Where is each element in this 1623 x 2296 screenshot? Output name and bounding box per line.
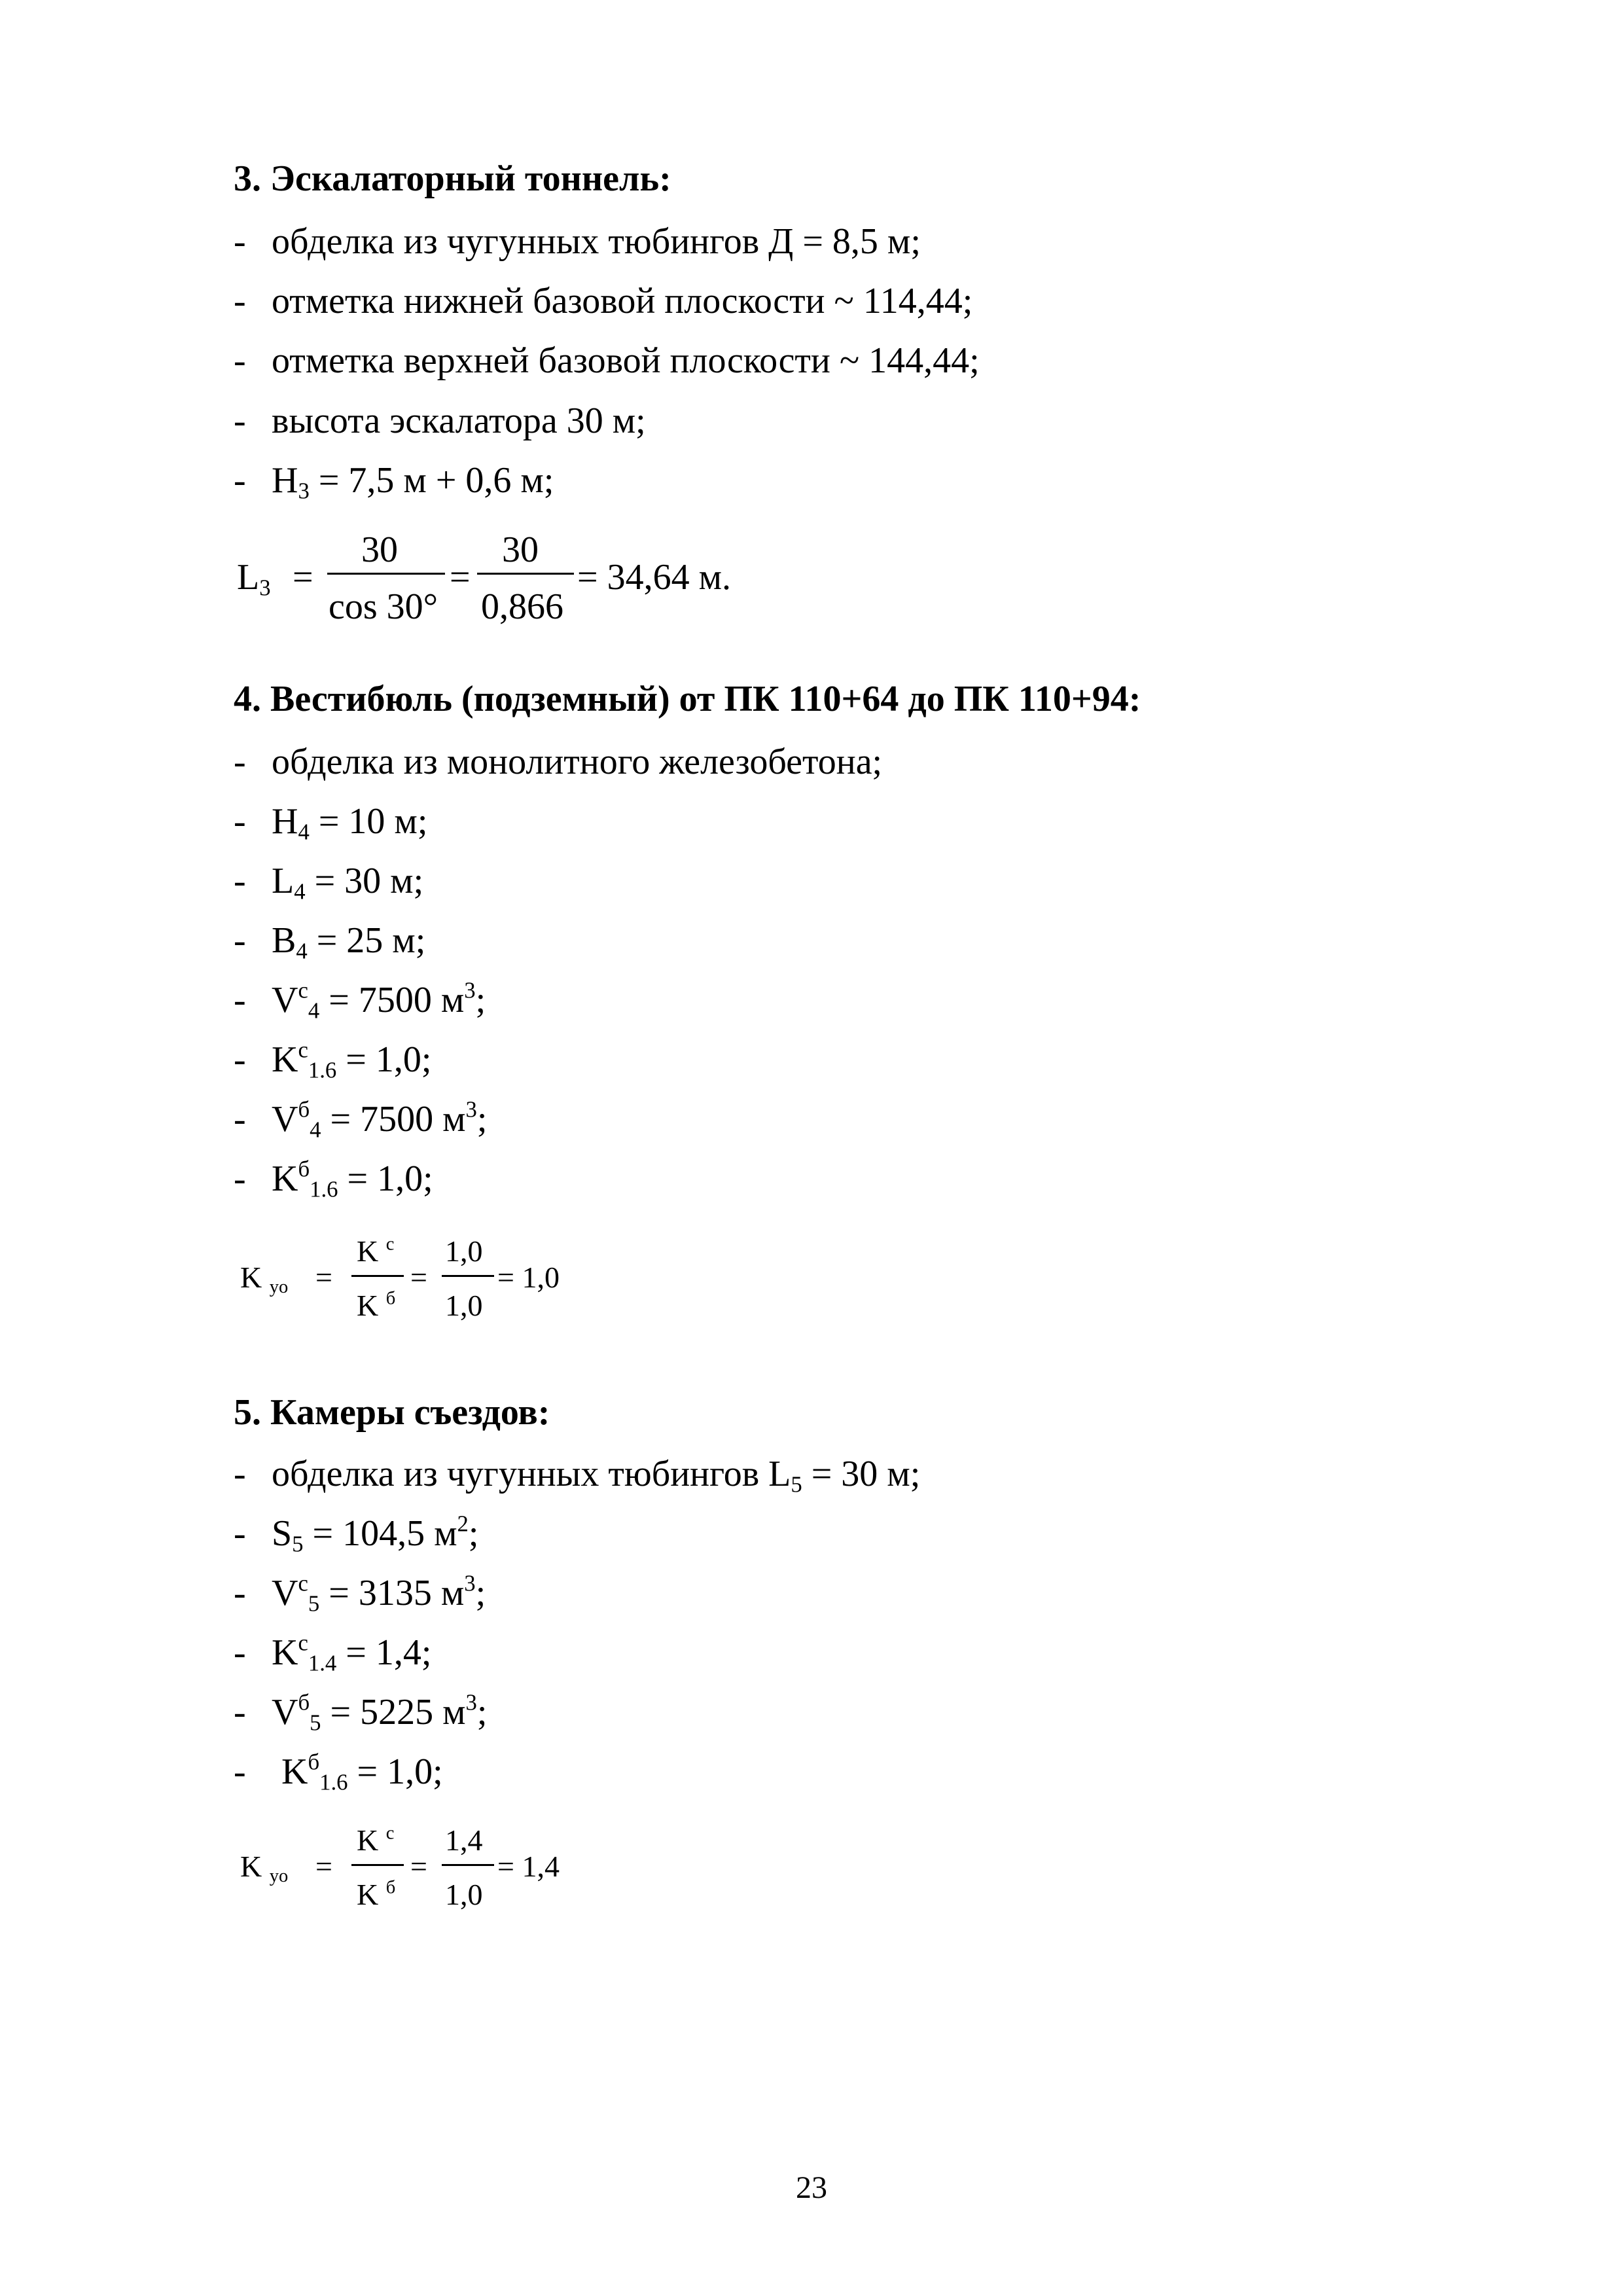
list-item	[0, 1689, 1623, 1736]
fraction-bar	[477, 573, 574, 575]
list-dash: -	[234, 920, 246, 961]
equals-sign: =	[450, 557, 471, 598]
list-item	[0, 1570, 1623, 1617]
list-item	[0, 1453, 1623, 1498]
fraction-denominator: 0,866	[481, 586, 563, 627]
section-3-heading: 3. Эскалаторный тоннель:	[234, 158, 671, 199]
equals-sign: =	[293, 557, 313, 598]
list-item-text: $K^c_{1.4} = 1,4$;	[272, 1630, 432, 1676]
list-dash: -	[234, 1513, 246, 1554]
equals-sign: =	[410, 1850, 427, 1883]
formula-lhs: $L_3$	[237, 557, 271, 601]
list-item-text: $B_4 = 25$ м;	[272, 920, 426, 964]
list-item-text: $V^б_4 = 7500$ $м^3$;	[272, 1096, 488, 1143]
list-dash: -	[234, 1632, 246, 1673]
fraction-bar	[442, 1275, 494, 1277]
list-item	[0, 1156, 1623, 1202]
formula-kyo-4	[234, 1230, 692, 1322]
list-dash: -	[234, 861, 246, 901]
list-item-text: $V^c_4 = 7500$ $м^3$;	[272, 977, 486, 1024]
fraction-numerator: 30	[502, 529, 539, 570]
list-dash: -	[234, 1692, 246, 1732]
list-dash: -	[234, 340, 246, 381]
formula-result: = 1,0	[497, 1261, 560, 1294]
list-item	[0, 459, 1623, 504]
list-item-text: $H_4 = 10$ м;	[272, 801, 428, 845]
list-item-text: отметка нижней базовой плоскости ~ 114,44;	[272, 281, 973, 321]
formula-result: = 1,4	[497, 1850, 560, 1883]
equals-sign: =	[315, 1850, 332, 1883]
list-item	[0, 920, 1623, 964]
fraction-bar	[442, 1864, 494, 1866]
fraction-denominator: K $^б$	[357, 1288, 396, 1322]
list-item	[0, 400, 1623, 439]
formula-lhs: K $_{yo}$	[240, 1850, 289, 1886]
list-item	[0, 1096, 1623, 1143]
fraction-denominator: 1,0	[445, 1878, 483, 1911]
equals-sign: =	[410, 1261, 427, 1294]
formula-l3	[234, 524, 823, 627]
list-dash: -	[234, 1751, 246, 1792]
list-item-text: обделка из монолитного железобетона;	[272, 742, 883, 782]
list-item-text: $K^c_{1.6} = 1,0$;	[272, 1037, 432, 1083]
list-dash: -	[234, 1099, 246, 1139]
list-dash: -	[234, 1454, 246, 1494]
list-dash: -	[234, 221, 246, 262]
formula-result: = 34,64 м.	[577, 557, 732, 598]
list-item	[0, 800, 1623, 845]
list-dash: -	[234, 742, 246, 782]
list-item-text: обделка из чугунных тюбингов $L_5 = 30$ м;	[272, 1454, 921, 1498]
list-item	[0, 221, 1623, 260]
list-item-text: $K^б_{1.6} = 1,0$;	[281, 1749, 443, 1795]
list-dash: -	[234, 281, 246, 321]
fraction-bar	[351, 1275, 404, 1277]
list-item	[0, 340, 1623, 379]
list-dash: -	[234, 460, 246, 501]
list-item-text: отметка верхней базовой плоскости ~ 144,44;	[272, 340, 980, 381]
list-dash: -	[234, 1039, 246, 1080]
section-4-heading: 4. Вестибюль (подземный) от ПК 110+64 до ПК 110+94:	[234, 679, 1141, 719]
fraction-numerator: 1,4	[445, 1823, 483, 1857]
list-item-text: высота эскалатора 30 м;	[272, 401, 646, 441]
formula-lhs: K $_{yo}$	[240, 1261, 289, 1297]
list-item-text: $H_3 = 7,5$ м + 0,6 м;	[272, 460, 554, 504]
fraction-denominator: 1,0	[445, 1289, 483, 1322]
list-item-text: $V^c_5 = 3135$ $м^3$;	[272, 1570, 486, 1617]
list-dash: -	[234, 1573, 246, 1613]
formula-kyo-5	[234, 1820, 692, 1911]
fraction-bar	[351, 1864, 404, 1866]
list-item	[0, 860, 1623, 905]
list-item	[0, 977, 1623, 1024]
page-number: 23	[796, 2170, 827, 2205]
fraction-bar	[327, 573, 445, 575]
fraction-numerator: 1,0	[445, 1234, 483, 1268]
list-item-text: $L_4 = 30$ м;	[272, 861, 424, 905]
list-dash: -	[234, 1158, 246, 1199]
list-dash: -	[234, 401, 246, 441]
fraction-denominator: cos 30°	[329, 586, 438, 627]
list-item-text: $K^б_{1.6} = 1,0$;	[272, 1156, 433, 1202]
list-item-text: $S_5 = 104,5$ $м^2$;	[272, 1511, 479, 1557]
list-item-text: $V^б_5 = 5225$ $м^3$;	[272, 1689, 488, 1736]
list-item	[0, 280, 1623, 319]
fraction-numerator: K $^c$	[357, 1234, 395, 1268]
list-item	[0, 1630, 1623, 1676]
section-5-heading: 5. Камеры съездов:	[234, 1392, 550, 1433]
fraction-denominator: K $^б$	[357, 1877, 396, 1911]
list-dash: -	[234, 801, 246, 842]
fraction-numerator: 30	[361, 529, 398, 570]
list-item-text: обделка из чугунных тюбингов Д = 8,5 м;	[272, 221, 921, 262]
list-item	[0, 741, 1623, 780]
list-item	[0, 1511, 1623, 1557]
list-dash: -	[234, 980, 246, 1020]
list-item	[0, 1749, 1623, 1795]
fraction-numerator: K $^c$	[357, 1823, 395, 1857]
equals-sign: =	[315, 1261, 332, 1294]
list-item	[0, 1037, 1623, 1083]
